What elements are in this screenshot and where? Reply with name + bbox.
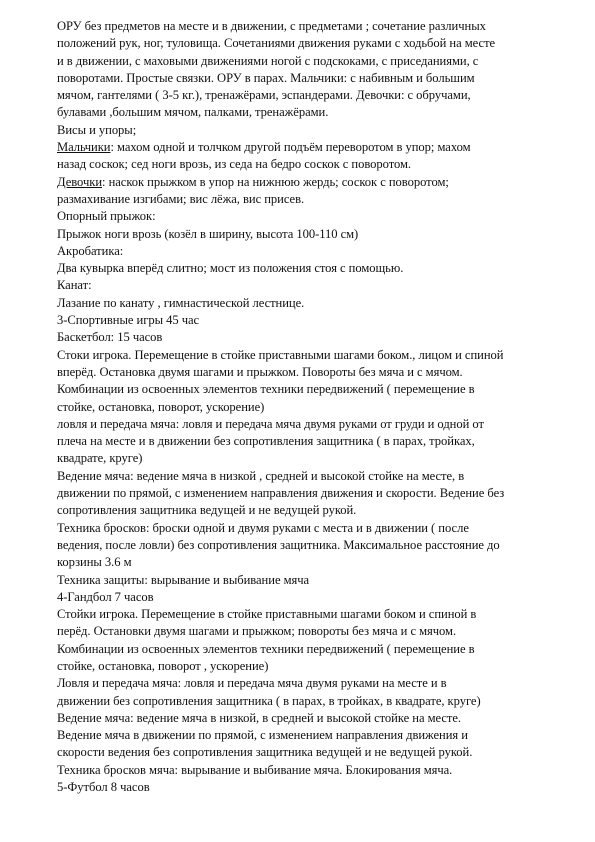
text-line: Ловля и передача мяча: ловля и передача мяча двумя руками на месте и в [57, 676, 447, 691]
text-line: движении по прямой, с изменением направления движения и скорости. Ведение без [57, 486, 505, 501]
text-line: стойке, остановка, поворот , ускорение) [57, 658, 269, 673]
text-line: ловля и передача мяча: ловля и передача мяча двумя руками от груди и одной от [57, 416, 484, 431]
section-heading: Акробатика: [57, 243, 124, 258]
text-line: вперёд. Остановка двумя шагами и прыжком. Повороты без мяча и с мячом. [57, 364, 463, 379]
girls-label: Девочки [57, 174, 103, 189]
boys-label: Мальчики [57, 140, 111, 155]
section-heading: 3-Спортивные игры 45 час [57, 313, 200, 328]
text-line: Техника бросков мяча: вырывание и выбивание мяча. Блокирования мяча. [57, 762, 453, 777]
boys-line [57, 139, 547, 156]
section-heading: Висы и упоры; [57, 122, 137, 137]
text-line: сопротивления защитника ведущей и не ведущей рукой. [57, 503, 357, 518]
text-line: плеча на месте и в движении без сопротивления защитника ( в парах, тройках, [57, 434, 475, 449]
text-line: Стойки игрока. Перемещение в стойке приставными шагами боком и спиной в [57, 607, 477, 622]
text-line: перёд. Остановки двумя шагами и прыжком; повороты без мяча и с мячом. [57, 624, 457, 639]
text-line: поворотами. Простые связки. ОРУ в парах. Мальчики: с набивным и большим [57, 70, 475, 85]
girls-text: : наскок прыжком в упор на нижнюю жердь; соскок с поворотом; [102, 174, 449, 189]
text-line: булавами ,большим мячом, палками, тренажёрами. [57, 105, 329, 120]
text-line: корзины 3.6 м [57, 555, 132, 570]
section-heading: Баскетбол: 15 часов [57, 330, 163, 345]
text-line: скорости ведения без сопротивления защитника ведущей и не ведущей рукой. [57, 745, 473, 760]
text-line: Стоки игрока. Перемещение в стойке приставными шагами боком., лицом и спиной [57, 347, 504, 362]
document-body [57, 18, 547, 796]
text-line: квадрате, круге) [57, 451, 143, 466]
text-line: ОРУ без предметов на месте и в движении, с предметами ; сочетание различных [57, 19, 486, 33]
text-line: Техника защиты: вырывание и выбивание мяча [57, 572, 310, 587]
section-heading: Канат: [57, 278, 92, 293]
text-line: ведения, после ловли) без сопротивления защитника. Максимальное расстояние до [57, 537, 500, 552]
text-line: и в движении, с маховыми движениями ногой с подскоками, с приседаниями, с [57, 53, 479, 68]
text-line: Ведение мяча: ведение мяча в низкой, в средней и высокой стойке на месте. [57, 710, 461, 725]
text-line: стойке, остановка, поворот, ускорение) [57, 399, 265, 414]
text-line: движении без сопротивления защитника ( в парах, в тройках, в квадрате, круге) [57, 693, 481, 708]
text-line: Ведение мяча в движении по прямой, с изменением направления движения и [57, 728, 468, 743]
text-line: Техника бросков: броски одной и двумя руками с места и в движении ( после [57, 520, 469, 535]
text-line: Комбинации из освоенных элементов техники передвижений ( перемещение в [57, 641, 475, 656]
text-line: мячом, гантелями ( 3-5 кг.), тренажёрами, эспандерами. Девочки: с обручами, [57, 88, 471, 103]
boys-text: : махом одной и толчком другой подъём переворотом в упор; махом [110, 140, 471, 155]
text-line: Комбинации из освоенных элементов техники передвижений ( перемещение в [57, 382, 475, 397]
section-heading: 5-Футбол 8 часов [57, 780, 150, 795]
text-line: размахивание изгибами; вис лёжа, вис присев. [57, 191, 305, 206]
section-heading: 4-Гандбол 7 часов [57, 589, 154, 604]
text-line: назад соскок; сед ноги врозь, из седа на бедро соскок с поворотом. [57, 157, 412, 172]
text-line: Лазание по канату , гимнастической лестнице. [57, 295, 305, 310]
text-line: Прыжок ноги врозь (козёл в ширину, высота 100-110 см) [57, 226, 359, 241]
text-line: Два кувырка вперёд слитно; мост из положения стоя с помощью. [57, 261, 404, 276]
section-heading: Опорный прыжок: [57, 209, 156, 224]
text-line: положений рук, ног, туловища. Сочетаниями движения руками с ходьбой на месте [57, 36, 496, 51]
girls-line [57, 174, 547, 191]
text-line: Ведение мяча: ведение мяча в низкой , средней и высокой стойке на месте, в [57, 468, 465, 483]
